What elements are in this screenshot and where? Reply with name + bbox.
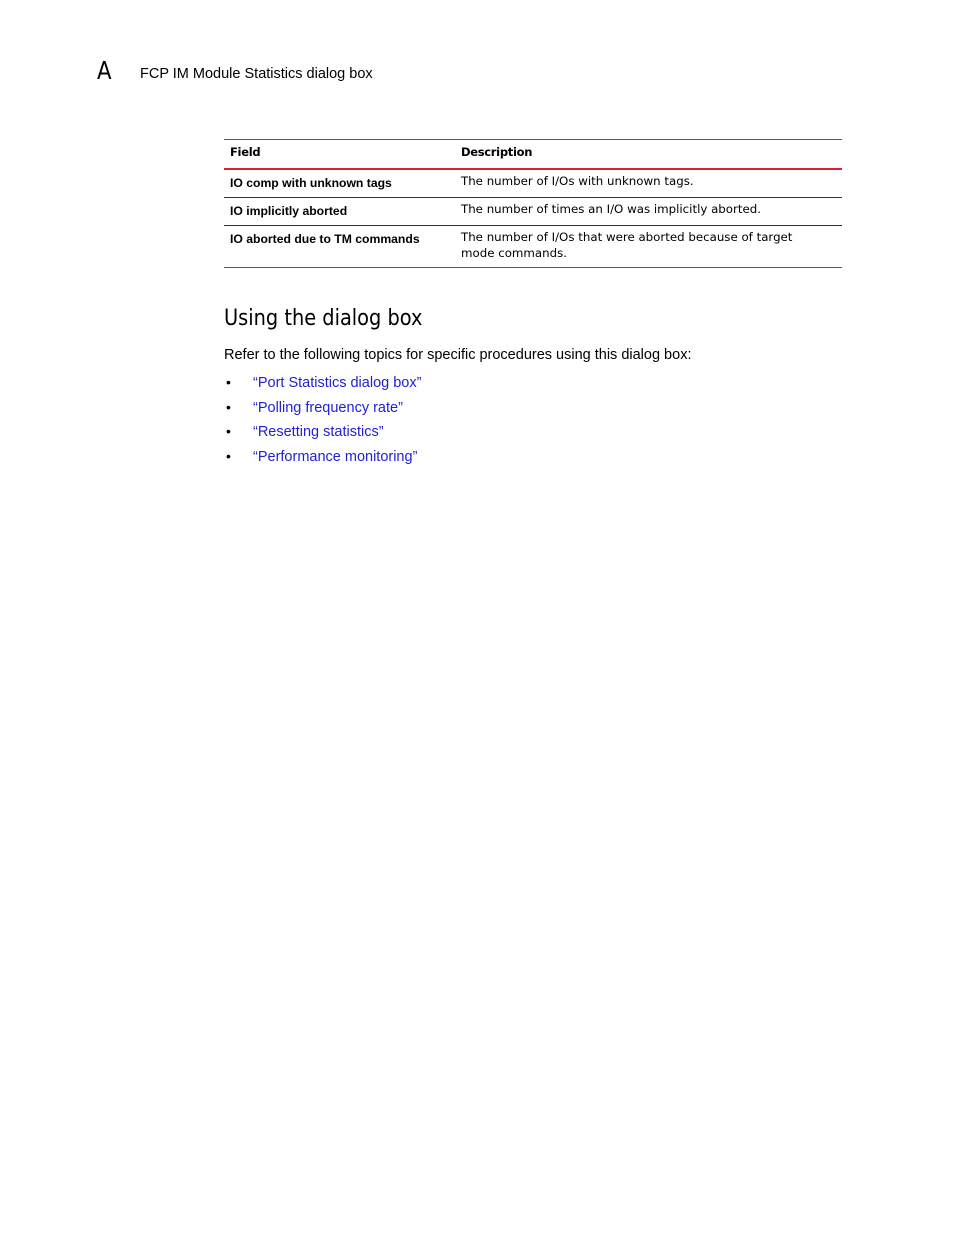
link-resetting-statistics[interactable]: “Resetting statistics” <box>253 424 384 441</box>
table-row <box>224 169 842 198</box>
intro-paragraph: Refer to the following topics for specific procedures using this dialog box: <box>224 347 692 363</box>
field-description-table <box>224 139 842 268</box>
bullet-icon: • <box>226 374 231 390</box>
column-header-description: Description <box>461 145 533 159</box>
section-heading: Using the dialog box <box>224 306 423 331</box>
link-port-statistics-dialog-box[interactable]: “Port Statistics dialog box” <box>253 375 422 391</box>
link-performance-monitoring[interactable]: “Performance monitoring” <box>253 449 418 466</box>
running-title: FCP IM Module Statistics dialog box <box>140 66 373 82</box>
column-header-field: Field <box>230 145 261 159</box>
field-name-cell: IO aborted due to TM commands <box>230 231 420 246</box>
link-polling-frequency-rate[interactable]: “Polling frequency rate” <box>253 399 403 416</box>
list-item <box>224 423 421 448</box>
description-cell: The number of I/Os that were aborted because of target mode commands. <box>461 229 793 260</box>
table-row <box>224 225 842 267</box>
bullet-icon: • <box>226 423 231 440</box>
description-cell: The number of times an I/O was implicitly aborted. <box>461 201 761 216</box>
chapter-letter: A <box>97 56 112 85</box>
bullet-icon: • <box>226 448 231 465</box>
bullet-icon: • <box>226 398 231 415</box>
table-header-row <box>224 140 842 169</box>
table-row <box>224 197 842 225</box>
topic-link-list <box>224 374 421 473</box>
list-item <box>224 448 421 473</box>
list-item <box>224 399 421 424</box>
field-name-cell: IO comp with unknown tags <box>230 175 392 190</box>
list-item <box>224 374 421 399</box>
field-name-cell: IO implicitly aborted <box>230 203 348 218</box>
description-cell: The number of I/Os with unknown tags. <box>461 173 694 188</box>
